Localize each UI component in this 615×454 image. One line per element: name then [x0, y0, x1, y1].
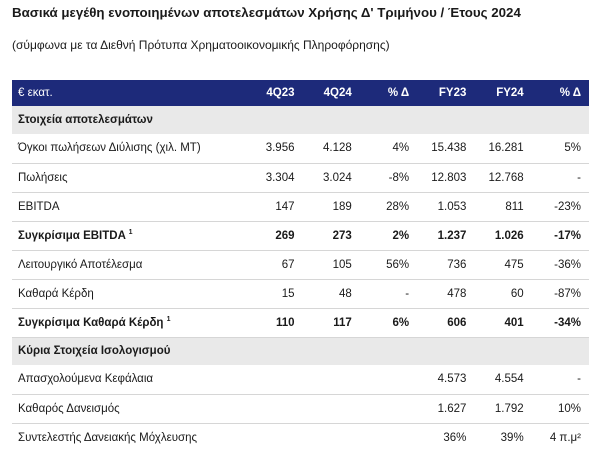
table-header	[12, 80, 589, 106]
table-cell: 60	[510, 287, 524, 300]
table-cell: 28%	[386, 200, 410, 213]
table-cell: 15	[281, 287, 295, 300]
table-cell: 12.768	[488, 171, 524, 184]
table-cell: 3.024	[323, 171, 352, 184]
page-subtitle: (σύμφωνα με τα Διεθνή Πρότυπα Χρηματοοικονομικής Πληροφόρησης)	[12, 38, 390, 52]
table-cell	[303, 394, 360, 423]
table-cell	[360, 423, 417, 452]
row-label-text: Συντελεστής Δανειακής Μόχλευσης	[18, 431, 198, 444]
row-label	[12, 221, 245, 250]
table-cell	[360, 365, 417, 394]
table-cell: 1.026	[494, 229, 524, 242]
row-label-text: EBITDA	[18, 200, 60, 213]
row-label	[12, 365, 245, 394]
table-cell: 117	[333, 316, 352, 329]
table-cell: 15.438	[431, 142, 467, 155]
table-cell: 606	[447, 316, 467, 329]
header-fy-change: % Δ	[559, 87, 581, 99]
table-row	[12, 163, 589, 192]
table-row	[12, 308, 589, 337]
header-4q23: 4Q23	[266, 87, 295, 99]
table-cell: 3.304	[265, 171, 295, 184]
row-label-text: Καθαρά Κέρδη	[18, 287, 94, 300]
table-cell: 401	[504, 316, 524, 329]
table-row	[12, 279, 589, 308]
row-label-text: Πωλήσεις	[18, 171, 68, 184]
table-cell	[245, 365, 302, 394]
table-cell: 5%	[564, 142, 581, 155]
table-cell	[303, 423, 360, 452]
row-label-text: Συγκρίσιμα Καθαρά Κέρδη	[18, 316, 164, 329]
row-label	[12, 134, 245, 163]
table-row	[12, 250, 589, 279]
row-label	[12, 192, 245, 221]
table-cell: 269	[275, 229, 295, 242]
table-cell: 67	[281, 258, 295, 271]
table-cell: 2%	[392, 229, 410, 242]
row-label	[12, 394, 245, 423]
table-cell: -	[577, 373, 581, 386]
row-label-text: Απασχολούμενα Κεφάλαια	[18, 373, 154, 386]
row-label	[12, 423, 245, 452]
table-cell: 16.281	[488, 142, 524, 155]
section-label: Στοιχεία αποτελεσμάτων	[18, 114, 153, 126]
table-cell: -87%	[554, 287, 581, 300]
table-cell: 4 π.μ²	[549, 431, 581, 444]
table-cell: 189	[332, 200, 352, 213]
table-cell: 147	[275, 200, 295, 213]
results-table	[12, 80, 589, 452]
header-fy23: FY23	[438, 87, 467, 99]
row-label	[12, 250, 245, 279]
table-cell: 3.956	[265, 142, 295, 155]
section-header-balance-sheet	[12, 337, 589, 365]
table-cell: 48	[339, 287, 352, 300]
header-unit: € εκατ.	[18, 87, 53, 99]
table-row	[12, 394, 589, 423]
row-label	[12, 308, 245, 337]
table-row	[12, 134, 589, 163]
table-cell: 10%	[557, 402, 581, 415]
table-cell: 105	[332, 258, 352, 271]
table-cell	[245, 423, 302, 452]
table-cell: 475	[504, 258, 524, 271]
row-label	[12, 279, 245, 308]
table-row	[12, 423, 589, 452]
section-header-results	[12, 106, 589, 134]
table-cell	[303, 365, 360, 394]
table-row	[12, 365, 589, 394]
table-cell: 1.792	[494, 402, 524, 415]
table-row	[12, 192, 589, 221]
table-cell: 110	[275, 316, 295, 329]
table-body	[12, 106, 589, 452]
row-label	[12, 163, 245, 192]
table-cell: 4.128	[323, 142, 352, 155]
footnote-marker: 1	[166, 315, 171, 323]
row-label-text: Καθαρός Δανεισμός	[18, 402, 120, 415]
table-cell	[360, 394, 417, 423]
table-cell: -23%	[554, 200, 581, 213]
row-label-text: Όγκοι πωλήσεων Διύλισης (χιλ. ΜΤ)	[18, 142, 201, 155]
table-cell: 1.053	[437, 200, 467, 213]
table-cell: 6%	[392, 316, 410, 329]
header-q-change: % Δ	[387, 87, 410, 99]
table-header-row	[12, 80, 589, 106]
table-cell: 736	[447, 258, 467, 271]
table-cell: -36%	[554, 258, 581, 271]
footnote-marker: 1	[128, 228, 133, 236]
table-cell: -8%	[388, 171, 410, 184]
table-cell	[245, 394, 302, 423]
section-label: Κύρια Στοιχεία Ισολογισμού	[18, 345, 171, 358]
row-label-text: Λειτουργικό Αποτέλεσμα	[18, 258, 143, 271]
table-cell: -34%	[554, 316, 581, 329]
table-cell: -17%	[554, 229, 581, 242]
table-cell: 478	[447, 287, 467, 300]
table-cell: 1.627	[437, 402, 467, 415]
header-4q24: 4Q24	[323, 87, 352, 99]
table-cell: -	[405, 287, 410, 300]
table-cell: 4%	[392, 142, 410, 155]
table-cell: 1.237	[437, 229, 467, 242]
table-cell: 56%	[386, 258, 410, 271]
row-label-text: Συγκρίσιμα EBITDA	[18, 229, 126, 242]
table-cell: 4.554	[494, 373, 524, 386]
table-cell: 12.803	[431, 171, 467, 184]
page-title: Βασικά μεγέθη ενοποιημένων αποτελεσμάτων Χρήσης Δ' Τριμήνου / Έτους 2024	[12, 5, 521, 20]
header-fy24: FY24	[496, 87, 524, 99]
table-cell: 811	[505, 200, 524, 213]
table-cell: -	[577, 171, 581, 184]
table-cell: 39%	[500, 431, 524, 444]
table-cell: 273	[332, 229, 352, 242]
table-cell: 4.573	[437, 373, 467, 386]
table-cell: 36%	[443, 431, 467, 444]
table-row	[12, 221, 589, 250]
